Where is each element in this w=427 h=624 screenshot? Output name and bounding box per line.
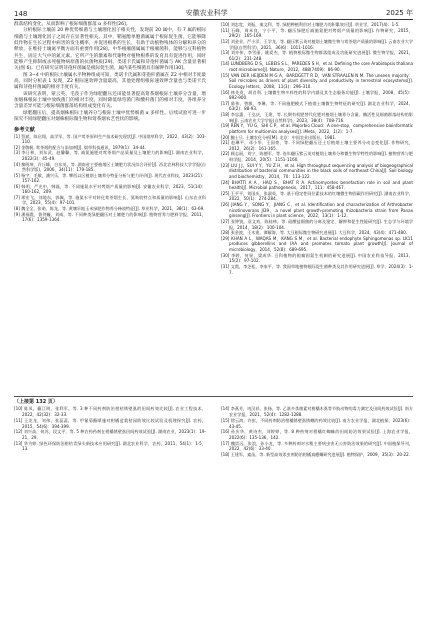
reference-item: [21] 赵琳平，邓小华，王国豪，等. 不同绿肥翻压还土后植烟土壤主要养分动态变化[J]. 作物研究，2012，26(2)：161-165. <box>221 140 413 151</box>
reference-item: [9] 潘福霞，鲁剑巍，刘威，等. 不同种类绿肥翻压对土壤肥力的影响[J]. 植物营养与肥料学报，2011，17(6)：1359-1364. <box>14 211 206 223</box>
continuation-title: （上接第 132 页） <box>14 399 58 405</box>
reference-item: [10] 陈凤，戴江明，张利军，等. 3 种不同药剂防治柑桔锈壁虱的田间药效比较[J]. 农业工程技术，2022，42(32)：32-33. <box>14 406 206 418</box>
reference-item: [14] LUNDBERG D S，LEBEIS S L，PAREDES S H，et al. Defining the core Arabidopsis thaliana root microbiome[J]. Nature，2012，488(7409)：86-90. <box>221 61 413 72</box>
reference-item: [11] 王龙龙，刘伟，张蕊蕊，等. 甲氰菊酯喷施对柑橘盆栽桔园防效比较试验及机理探究[J]. 农药，2015，54(6)：394-399. <box>14 417 206 429</box>
reference-item: [8] 魏全全，张萌，陈龙，等. 黄壤旱地玉米绿肥作物养分释放特征[J]. 草业科学，2021，38(1)：63-69. <box>14 205 205 211</box>
reference-item: [17] 陈伟，曾敏，李琳，等. 不同施肥模式下植烟土壤微生物特征的研究[J]. 湖北农业科学，2024，63(2)：88-93. <box>221 100 413 112</box>
reference-item: [14] 李燕芳，冉汉祥，张扬，等. 乙基多杀菌素对柑橘木虱等节肢动物的毒力测定及田间药效试验[J]. 南方农业学报，2021，52(4)：1282-1288. <box>221 406 413 418</box>
reference-item: [5] 杨宇，毛敏，潘兴乐，等. 攀西以区植烟土壤养分特征分析与肥力评价[J]. 现代农业科技，2023(21)：157-162. <box>14 172 206 184</box>
reference-item: [17] 魏崇远，张浪，孙小龙，等. 多种药剂对水稻主要病虫害无公害防治效果的研究[J]. 中国植保导刊，2022，42(6)：33-40. <box>221 440 413 452</box>
reference-item: [13] 华为婷. 绿色环保防治柑桔青绿头新技术应用研究[J]. 湖北农业科学，农药，2011，54(1)：1-5，13. <box>14 440 206 452</box>
reference-item: [29] KHAN A L，WAQAS M，KANG S M，et al. Bacterial endophyte Sphingomonas sp. LK11 produces gibberellins and IAA and promotes tomato plant growth[J]. Journal of microbiology，2014，52(8)：689-695. <box>221 235 413 252</box>
reference-item: [18] 李忠惠，于弘庆，王建，等. 长期有机肥替代化肥对植烟土壤养分含量、酶活性及细菌群落结构的影响[J]. 云南农业大学学报(自然科学)，2023，38(4)：708-716. <box>221 112 413 123</box>
references-heading: 参考文献 <box>14 126 35 133</box>
reference-item: [10] 刘忠宽，刘振，秦文利，等. 绿肥种植利用对土壤肥力的积累效应[J]. 草业学，2017(4)：1-5. <box>221 22 400 27</box>
reference-item: [7] 邢宏飞，刘地东，郭佩，等. 施氮水平对转化莺茶烟生长、氮吸收特点和质量的影响[J]. 山东农业科学，2023，55(4)：97-101. <box>14 194 206 206</box>
reference-item: [3] 李日林，刘东武，赵馨馨，等. 减氮施肥对莺茶烟产品质量及土壤肥力的影响[J]. 湖南农业科学，2022(3)：45-49. <box>14 150 206 162</box>
continuation-divider <box>14 396 413 397</box>
body-paragraph: 绿肥翻压后，提高烟株根际土壤养分与根际土壤中优势细菌 α 多样性。后续试验可进一步探究不同绿肥翻压对烟株根际微生物和莺茶烟农艺性状的影响。 <box>14 110 206 123</box>
header-rule <box>14 19 413 20</box>
reference-item: [28] 张金波，王木建，谭耀海，等. 大豆根际微生物研究进展[J]. 大豆科学，2024，43(4)：471-480. <box>221 230 408 236</box>
left-column <box>14 22 206 223</box>
reference-item: [12] 刘金业，严小洋，王学龙，等. 翻压紫云英对植烟土壤微生物与莺茶烟产质量的影响[J]. 云南农业大学学报(自然科学)，2021，36(6)：1011-1016. <box>221 38 413 50</box>
reference-item: [12] 刘兴高，何苏，段文平，等. 5 种农药药剂在柑橘锈壁虱田间药效试验[J]. 湖南农业，2023(1)：19-21，29. <box>14 429 206 440</box>
reference-item: [23] LIU J J，SUI Y Y，YU Z H，et al. High throughput sequencing analysis of biogeographical distribution of bacterial communities in the black soils of northeast China[J]. Soil biology and biochemistry，2014，70：113-122. <box>221 162 413 179</box>
reference-item: [15] VAN DER HEIJDEN M G A，BARDGETT R D，VAN STRAALEN N M. The unseen majority：Soil microbes as drivers of plant diversity and productivity in terrestrial ecosystems[J]. Ecology letters，2008，11(3)：296-310. <box>221 72 413 89</box>
journal-name: 安徽农业科学 <box>185 9 228 17</box>
reference-item: [22] 顾志丽，刘宁，陈德军，等. 连年翻压紫云英对植烟土壤养分和微生物学特性的影响[J]. 植物营养与肥料学报，2014，20(5)：1151-1160. <box>221 151 413 162</box>
reference-item: [30] 李婷，何果，梁成华. 豆科植物的根瘤固氮生机制的研究进展[J]. 中国农业科技导报，2013，15(2)：97-102. <box>221 252 413 264</box>
reference-item: [2] 金敬帆. 莺茶烟的配方与添加剂[J]. 烟草科技通讯，1979(1)：34-44. <box>14 144 147 150</box>
body-paragraph: 图 3~4 中的根际土壤属水平物种组成可知，类诺卡氏属和芽孢杆菌属在 Z2 中相对丰度最高，同时分析表 1 发现，Z2 根际速效钾含量最高，其他处理组根际速效钾含量也与类诺卡氏属和芽孢杆菌属的相对丰度有关。 <box>14 72 206 91</box>
reference-item: [18] 王建军，索苗，等. 新型高效杀虫剂防治柑橘真瘿螨研究进展[J]. 植物保护，2009，35(3)：20-22. <box>221 452 411 458</box>
body-paragraph: 群落结构变化，从而影响了根际细菌群落 α 多样性[26]。 <box>14 22 131 27</box>
reference-item: [27] 张钟锐，袁文劝，陈桂林，等. 硅酸盐细菌的分离及鉴定、解钾和促生性能研究[J]. 生态学与环境学报，2014，18(2)：100-104. <box>221 218 413 230</box>
reference-item: [25] 王平平，刘国庆，张淑英，等. 基于稳定性同位素技术的红壤微生物固碳作用研究[J]. 湖南农业科学，2022，50(1)：274-284. <box>221 190 413 202</box>
reference-item: [6] 韩明，严光中，韩磊，等. 不同施氮水平对烤烟产质量的影响[J]. 安徽农业科学，2023，51(14)：160-162，209. <box>14 183 206 195</box>
reference-item: [4] 黎明坤，许丘峰，白东英，等. 湖南省主要植烟区土壤肥力状况综合评价[J]. 西北农林科技大学学报(自然科学版)，2006，34(11)：179-185. <box>14 161 206 173</box>
page-header <box>14 6 413 18</box>
body-paragraph: 该研究表明，蒙云英、毛茛子作为绿肥翻压还田能显著提高莺茶烟根际土壤养分含量，增加烟株根际土壤中放线菌门的相对丰度，同时降低绿弯菌门和酸杆菌门的相对丰度。各组养分含量差异可能与根际细菌群落结构组成变化有关。 <box>14 91 206 110</box>
body-paragraph: 分析根际土壤前 20 种优势细菌与土壤理化因子相关性，发现前 20 属中，有 7 属的根际细菌与土壤理化因子之间存在显著性相关。其中，鞘氨醇单胞菌属属于根际促生菌，它能够降低作物在生长过程中病害的发生概率，并促进根系的生长，有助于动植物残体的分解和养分的释放，在维持土壤氮平衡方面有重要作用[28]。中华根瘤菌属属于根瘤菌科，能够与豆科植物共生，固定大气中的氮元素。它所产生的激素和代谢物对植物根系的发育具有促进作用，同时能够产生抑制或杀死植物病原菌的抗菌物质[29]。类诺卡氏属和芽孢杆菌属与 AK 含量显著相关(图 6)。已有研究证明芽孢杆菌属是根际促生菌，属内某些细菌具有解钾作用[30]。 <box>14 28 206 72</box>
right-column <box>221 22 413 275</box>
reference-item: [31] 文霞，李芝松，李家平，等. 我国草地植物根际促生菌种类及其作用研究进展[J]. 草学，2024(3)：1-7. <box>221 263 413 275</box>
reference-item: [16] 孙庆华，黄诗杰，刘婷婷，等. 8 种药剂对柑橘红蜘蛛的田间防治效果试验[J]. 上海农业学报，2022(6)：135-136，142. <box>221 429 413 440</box>
page-number: 148 <box>14 10 28 18</box>
reference-item: [26] JIANG Y，SONG Y，JIANG C，et al. Identification and characterization of Arthrobacter nicotinovorans JI39，a novel plant growth-promoting rhizobacteria strain from Panax ginseng[J]. Frontiers in plant science，2022，13(1)：1-12. <box>221 202 413 219</box>
journal-year: 2025 年 <box>385 9 413 17</box>
reference-item: [19] REN Y，YU G，SHI C P，et al. Majorbio Cloud：A one-stop，comprehensive bioinformatic platform for multiomics analyses[J]. iMeta，2022，1(2)：1-7. <box>221 123 413 134</box>
reference-item: [16] 林先贵，胡君利. 土壤微生物多样性的科学内涵及其生态服务功能[J]. 土壤学报，2008，45(5)：892-900. <box>221 89 413 101</box>
continuation-left <box>14 399 206 452</box>
reference-item: [11] 石峰，周米良，宁小平，等. 翻压绿肥后减施氮肥对烤烟产质量的影响[J]. 作物研究，2015，29(2)：165-169. <box>221 27 413 39</box>
reference-item: [24] BHATTI A A，HAQ S，BHAT R A. Actinomycetes benefaction role in soil and plant health[J]. Microbial pathogenesis，2017，111：458-467. <box>221 179 413 191</box>
reference-item: [15] 徐云鸿，许彭，不同药剂防治柑橘锈壁虱锈蛾的药效比较[J]. 南方农业学报，湖北植保，2023(6)：43-45. <box>221 417 413 429</box>
reference-item: [1] 蔡斌，陈启翔，高学军，等. 国产莺茶原料生产技术研究现状[J]. 中国烟草科学，2022，43(2)：103-110. <box>14 133 206 145</box>
reference-item: [20] 鲍士旦. 土壤农化分析[M]. 北京：中国农业出版社，1981. <box>221 134 337 140</box>
reference-item: [13] 刘亦伟，李雪丽，姚爱杰，等. 植物根际微生物群落组成及功能研究进展[J]. 微生物学报，2021，61(2)：231-248. <box>221 50 413 61</box>
continuation-right <box>221 399 413 458</box>
